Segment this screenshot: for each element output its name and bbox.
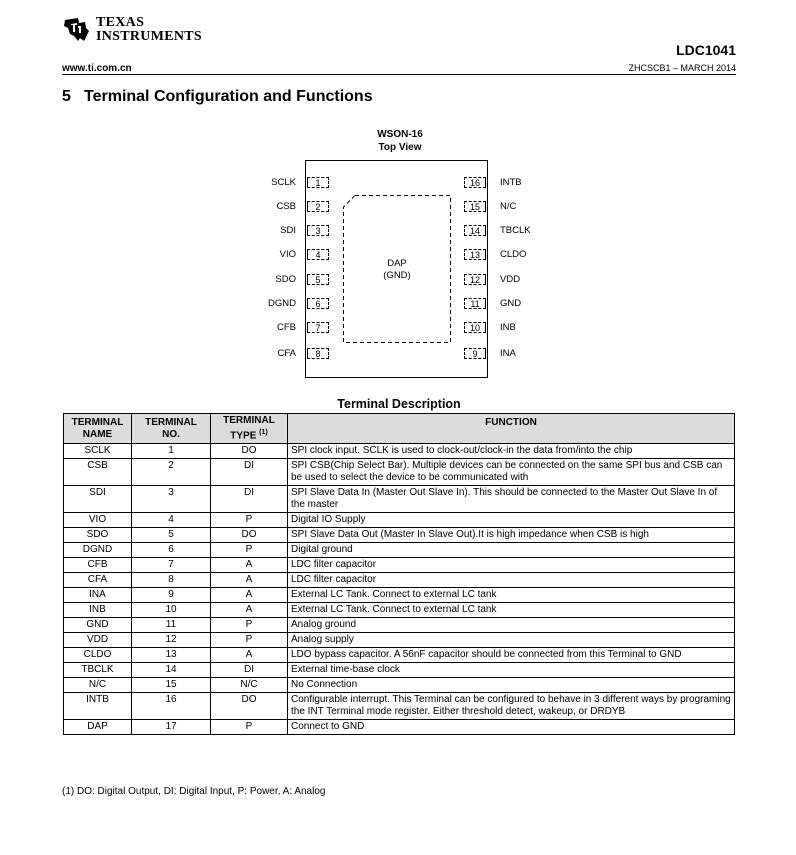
pin-name-right: INTB bbox=[500, 177, 522, 188]
dap-label-2: (GND) bbox=[383, 270, 411, 281]
table-row bbox=[64, 678, 735, 693]
cell-function: LDC filter capacitor bbox=[288, 573, 735, 588]
pin-name-left: CFB bbox=[277, 322, 296, 333]
cell-type: DI bbox=[211, 663, 288, 678]
pin-left: 1 bbox=[307, 177, 329, 188]
table-row bbox=[64, 633, 735, 648]
col-header-no bbox=[132, 414, 211, 444]
table-row bbox=[64, 648, 735, 663]
hdr-type-1: TERMINAL bbox=[223, 415, 275, 426]
pin-right: 14 bbox=[464, 225, 486, 236]
pin-name-right: N/C bbox=[500, 201, 517, 212]
table-row bbox=[64, 603, 735, 618]
cell-type: A bbox=[211, 648, 288, 663]
hdr-no-2: NO. bbox=[162, 428, 180, 440]
cell-no: 11 bbox=[132, 618, 211, 633]
table-row bbox=[64, 459, 735, 486]
table-title: Terminal Description bbox=[337, 397, 461, 411]
cell-name: SDI bbox=[64, 486, 132, 513]
pin-left: 5 bbox=[307, 274, 329, 285]
table-row bbox=[64, 528, 735, 543]
cell-name: CLDO bbox=[64, 648, 132, 663]
table-row bbox=[64, 513, 735, 528]
logo-wordmark bbox=[96, 16, 202, 44]
pin-right: 15 bbox=[464, 201, 486, 212]
cell-function: No Connection bbox=[288, 678, 735, 693]
pin-name-right: INA bbox=[500, 348, 516, 359]
pin-name-left: SCLK bbox=[271, 177, 296, 188]
cell-name: INB bbox=[64, 603, 132, 618]
table-row bbox=[64, 693, 735, 720]
cell-type: DI bbox=[211, 486, 288, 513]
pin-left: 8 bbox=[307, 348, 329, 359]
hdr-no-1: TERMINAL bbox=[145, 416, 197, 428]
cell-type: P bbox=[211, 720, 288, 735]
pin-left: 6 bbox=[307, 298, 329, 309]
table-row bbox=[64, 486, 735, 513]
package-view: Top View bbox=[378, 142, 422, 153]
pin-name-right: CLDO bbox=[500, 249, 527, 260]
cell-no: 17 bbox=[132, 720, 211, 735]
table-row bbox=[64, 588, 735, 603]
pin-right: 10 bbox=[464, 322, 486, 333]
cell-type: A bbox=[211, 558, 288, 573]
cell-function: External time-base clock bbox=[288, 663, 735, 678]
cell-no: 5 bbox=[132, 528, 211, 543]
cell-no: 4 bbox=[132, 513, 211, 528]
pin-name-left: SDO bbox=[275, 274, 296, 285]
cell-name: DAP bbox=[64, 720, 132, 735]
pin-name-left: DGND bbox=[268, 298, 296, 309]
cell-function: External LC Tank. Connect to external LC tank bbox=[288, 588, 735, 603]
cell-name: INA bbox=[64, 588, 132, 603]
table-row bbox=[64, 720, 735, 735]
cell-no: 16 bbox=[132, 693, 211, 720]
table-row bbox=[64, 444, 735, 459]
cell-type: P bbox=[211, 633, 288, 648]
pin-left: 7 bbox=[307, 322, 329, 333]
header-rule bbox=[62, 74, 736, 75]
cell-function: External LC Tank. Connect to external LC tank bbox=[288, 603, 735, 618]
ti-logo-icon bbox=[62, 14, 92, 44]
pin-right: 12 bbox=[464, 274, 486, 285]
pin-name-left: CFA bbox=[277, 348, 296, 359]
cell-type: DO bbox=[211, 444, 288, 459]
pin-right: 11 bbox=[464, 298, 486, 309]
cell-function: SPI CSB(Chip Select Bar). Multiple devices can be connected on the same SPI bus and CSB can be used to select the device to be communicated with bbox=[288, 459, 735, 486]
cell-no: 8 bbox=[132, 573, 211, 588]
cell-type: P bbox=[211, 513, 288, 528]
pin-name-left: VIO bbox=[279, 249, 296, 260]
part-number: LDC1041 bbox=[676, 42, 736, 58]
cell-type: P bbox=[211, 543, 288, 558]
col-header-type bbox=[211, 414, 288, 444]
hdr-name-1: TERMINAL bbox=[71, 416, 124, 428]
cell-name: CFA bbox=[64, 573, 132, 588]
cell-function: Configurable interrupt. This Terminal can be configured to behave in 3 different ways by programing the INT Terminal mode register. Either threshold detect, wakeup, or DRDYB bbox=[288, 693, 735, 720]
table-row bbox=[64, 663, 735, 678]
table-row bbox=[64, 573, 735, 588]
cell-name: CFB bbox=[64, 558, 132, 573]
cell-type: DO bbox=[211, 693, 288, 720]
cell-no: 10 bbox=[132, 603, 211, 618]
pin-name-right: INB bbox=[500, 322, 516, 333]
package-name: WSON-16 bbox=[377, 129, 423, 140]
cell-type: DI bbox=[211, 459, 288, 486]
cell-function: Connect to GND bbox=[288, 720, 735, 735]
cell-function: Digital ground bbox=[288, 543, 735, 558]
table-header-row bbox=[64, 414, 735, 444]
dap-label-1: DAP bbox=[387, 258, 407, 269]
cell-name: N/C bbox=[64, 678, 132, 693]
cell-type: P bbox=[211, 618, 288, 633]
website-link[interactable]: www.ti.com.cn bbox=[62, 63, 132, 74]
pin-left: 4 bbox=[307, 249, 329, 260]
pin-name-right: VDD bbox=[500, 274, 521, 285]
ti-logo bbox=[62, 14, 202, 46]
cell-function: Analog supply bbox=[288, 633, 735, 648]
table-row bbox=[64, 543, 735, 558]
cell-no: 6 bbox=[132, 543, 211, 558]
cell-no: 12 bbox=[132, 633, 211, 648]
pin-right: 13 bbox=[464, 249, 486, 260]
table-body bbox=[64, 444, 735, 735]
cell-no: 7 bbox=[132, 558, 211, 573]
cell-no: 15 bbox=[132, 678, 211, 693]
col-header-name bbox=[64, 414, 132, 444]
terminal-table bbox=[63, 413, 735, 735]
cell-type: A bbox=[211, 603, 288, 618]
pin-right: 9 bbox=[464, 348, 486, 359]
pin-left: 2 bbox=[307, 201, 329, 212]
cell-function: SPI Slave Data Out (Master In Slave Out).It is high impedance when CSB is high bbox=[288, 528, 735, 543]
hdr-type-footnote: (1) bbox=[259, 429, 268, 436]
logo-line-1: TEXAS bbox=[96, 15, 145, 30]
table-row bbox=[64, 558, 735, 573]
pin-name-left: SDI bbox=[280, 225, 296, 236]
section-number: 5 bbox=[62, 88, 71, 105]
table-row bbox=[64, 618, 735, 633]
cell-no: 14 bbox=[132, 663, 211, 678]
section-heading bbox=[62, 88, 373, 106]
cell-function: SPI Slave Data In (Master Out Slave In). This should be connected to the Master Out Slave In of the master bbox=[288, 486, 735, 513]
cell-name: INTB bbox=[64, 693, 132, 720]
pin-left: 3 bbox=[307, 225, 329, 236]
hdr-type-2: TYPE bbox=[230, 430, 257, 442]
cell-type: N/C bbox=[211, 678, 288, 693]
logo-line-2: INSTRUMENTS bbox=[96, 29, 202, 44]
cell-function: SPI clock input. SCLK is used to clock-out/clock-in the data from/into the chip bbox=[288, 444, 735, 459]
dap-label bbox=[343, 258, 451, 282]
cell-type: DO bbox=[211, 528, 288, 543]
section-title: Terminal Configuration and Functions bbox=[84, 88, 373, 105]
cell-type: A bbox=[211, 573, 288, 588]
cell-function: Digital IO Supply bbox=[288, 513, 735, 528]
pin-name-right: TBCLK bbox=[500, 225, 531, 236]
cell-no: 1 bbox=[132, 444, 211, 459]
cell-function: LDC filter capacitor bbox=[288, 558, 735, 573]
cell-no: 9 bbox=[132, 588, 211, 603]
pin-right: 16 bbox=[464, 177, 486, 188]
cell-name: CSB bbox=[64, 459, 132, 486]
package-title bbox=[340, 128, 460, 154]
pin-name-left: CSB bbox=[276, 201, 296, 212]
cell-no: 13 bbox=[132, 648, 211, 663]
cell-name: SCLK bbox=[64, 444, 132, 459]
cell-type: A bbox=[211, 588, 288, 603]
cell-name: DGND bbox=[64, 543, 132, 558]
cell-name: TBCLK bbox=[64, 663, 132, 678]
cell-no: 3 bbox=[132, 486, 211, 513]
cell-function: Analog ground bbox=[288, 618, 735, 633]
cell-name: GND bbox=[64, 618, 132, 633]
document-id: ZHCSCB1 – MARCH 2014 bbox=[628, 63, 736, 73]
cell-name: VDD bbox=[64, 633, 132, 648]
pin-name-right: GND bbox=[500, 298, 522, 309]
cell-name: SDO bbox=[64, 528, 132, 543]
cell-name: VIO bbox=[64, 513, 132, 528]
footnote: (1) DO: Digital Output, DI: Digital Input, P: Power, A: Analog bbox=[62, 786, 326, 797]
col-header-function: FUNCTION bbox=[288, 414, 735, 444]
hdr-name-2: NAME bbox=[82, 428, 113, 440]
cell-no: 2 bbox=[132, 459, 211, 486]
cell-function: LDO bypass capacitor. A 56nF capacitor should be connected from this Terminal to GND bbox=[288, 648, 735, 663]
